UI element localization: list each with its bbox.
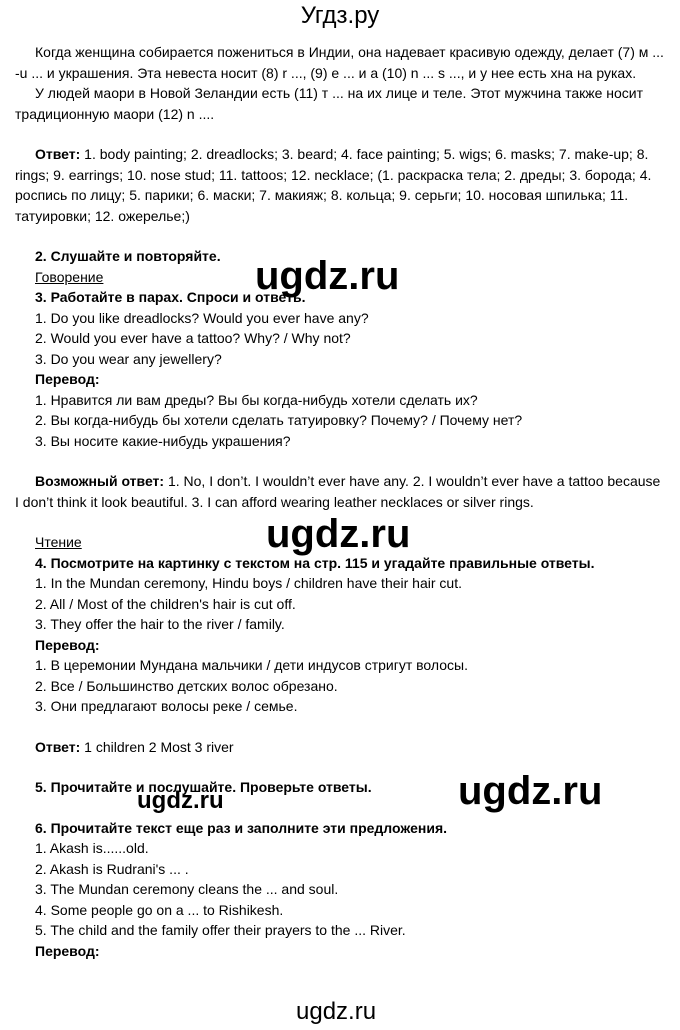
- reading-section-title: Чтение: [35, 534, 82, 550]
- task-4-item: 2. All / Most of the children's hair is cut off.: [35, 595, 296, 612]
- answer-1-text: 1. body painting; 2. dreadlocks; 3. beard; 4. face painting; 5. wigs; 6. masks; 7. make-up; 8. rings; 9. earrings; 10. nose stud; 11. tattoos; 12. necklace; (1. раскраска тела; 2. дреды; 3. борода; 4. роспись по лицу; 5. парики; 6. маски; 7. макияж; 8. кольца; 9. серьги; 10. носовая шпилька; 11. татуировки; 12. ожерелье;): [15, 146, 652, 224]
- watermark-top: Угдз.ру: [300, 2, 380, 29]
- answer-1: [15, 144, 665, 226]
- task-3-answer-text: 1. No, I don’t. I wouldn’t ever have any. 2. I wouldn’t ever have a tattoo because I don’t think it look beautiful. 3. I can afford wearing leather necklaces or silver rings.: [15, 473, 661, 510]
- task-3-answer: [15, 471, 665, 512]
- task-3-question: 3. Do you wear any jewellery?: [35, 350, 222, 367]
- task-6-item: 1. Akash is......old.: [35, 840, 149, 856]
- task-5-heading: 5. Прочитайте и послушайте. Проверьте ответы.: [35, 779, 372, 795]
- intro-paragraph-1: Когда женщина собирается пожениться в Индии, она надевает красивую одежду, делает (7) м ... -u ... и украшения. Эта невеста носит (8) r ..., (9) e ... и a (10) n ... s ..., и у нее есть хна на руках.: [15, 44, 664, 81]
- task-3-translation: 1. Нравится ли вам дреды? Вы бы когда-нибудь хотели сделать их?: [35, 391, 478, 408]
- page-content: [15, 42, 665, 961]
- answer-1-label: Ответ:: [35, 146, 81, 162]
- watermark: ugdz.ru: [458, 769, 603, 813]
- speaking-section-title: Говорение: [35, 268, 104, 285]
- watermark-bottom: ugdz.ru: [296, 998, 377, 1025]
- intro-paragraph-2: У людей маори в Новой Зеландии есть (11) т ... на их лице и теле. Этот мужчина также носит традиционную маори (12) n ....: [15, 85, 644, 122]
- task-4-translation-label: Перевод:: [35, 636, 100, 653]
- task-3-answer-label: Возможный ответ:: [35, 473, 165, 489]
- task-3-translation: 2. Вы когда-нибудь бы хотели сделать татуировку? Почему? / Почему нет?: [35, 412, 523, 428]
- task-4-heading: 4. Посмотрите на картинку с текстом на стр. 115 и угадайте правильные ответы.: [35, 554, 595, 571]
- watermark: ugdz.ru: [266, 512, 411, 556]
- task-4-item: 3. They offer the hair to the river / family.: [35, 616, 285, 632]
- task-6-heading: 6. Прочитайте текст еще раз и заполните эти предложения.: [35, 819, 448, 836]
- watermark: ugdz.ru: [255, 254, 400, 298]
- task-4-translation: 1. В церемонии Мундана мальчики / дети индусов стригут волосы.: [35, 657, 468, 673]
- task-3-translation: 3. Вы носите какие-нибудь украшения?: [35, 432, 291, 449]
- task-2-heading: 2. Слушайте и повторяйте.: [35, 248, 221, 264]
- task-4-answer: [15, 737, 665, 758]
- task-6-item: 5. The child and the family offer their prayers to the ... River.: [35, 922, 406, 938]
- task-6-item: 3. The Mundan ceremony cleans the ... and soul.: [35, 881, 339, 897]
- task-3-question: 2. Would you ever have a tattoo? Why? / Why not?: [35, 330, 351, 346]
- task-6-item: 4. Some people go on a ... to Rishikesh.: [35, 901, 284, 918]
- task-4-answer-text: 1 children 2 Most 3 river: [80, 738, 234, 755]
- task-6-item: 2. Akash is Rudrani's ... .: [35, 860, 189, 877]
- task-4-item: 1. In the Mundan ceremony, Hindu boys / children have their hair cut.: [35, 575, 462, 591]
- task-3-translation-label: Перевод:: [35, 371, 100, 387]
- task-4-answer-label: Ответ:: [35, 738, 81, 755]
- task-6-translation-label: Перевод:: [35, 942, 100, 959]
- watermark: ugdz.ru: [137, 787, 224, 814]
- task-4-translation: 2. Все / Большинство детских волос обрезано.: [35, 677, 338, 694]
- task-4-translation: 3. Они предлагают волосы реке / семье.: [35, 698, 298, 714]
- task-3-question: 1. Do you like dreadlocks? Would you ever have any?: [35, 309, 369, 326]
- task-3-heading: 3. Работайте в парах. Спроси и ответь.: [35, 289, 306, 305]
